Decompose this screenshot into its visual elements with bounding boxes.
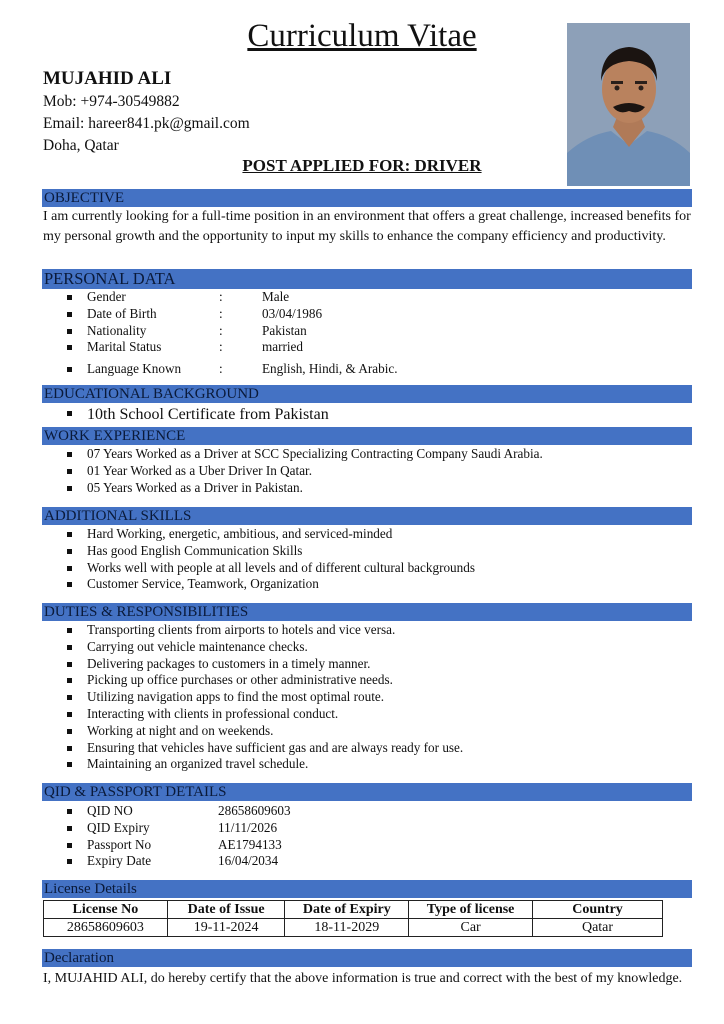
section-duties: DUTIES & RESPONSIBILITIES	[42, 603, 692, 621]
personal-data-list	[43, 289, 398, 378]
table-cell: Car	[409, 919, 533, 937]
section-education: EDUCATIONAL BACKGROUND	[42, 385, 692, 403]
table-cell: 28658609603	[44, 919, 168, 937]
list-item: Delivering packages to customers in a timely manner.	[43, 656, 463, 673]
separator: :	[219, 322, 223, 338]
column-header: License No	[44, 901, 168, 919]
field-label: Nationality	[87, 322, 147, 338]
list-item: Transporting clients from airports to hotels and vice versa.	[43, 622, 463, 639]
work-experience-list	[43, 446, 543, 496]
duties-list	[43, 622, 463, 773]
separator: :	[219, 305, 223, 321]
field-label: Passport No	[87, 836, 152, 852]
table-header-row	[44, 901, 663, 919]
candidate-name: MUJAHID ALI	[43, 68, 172, 89]
post-applied: POST APPLIED FOR: DRIVER	[242, 156, 482, 175]
list-item	[43, 339, 398, 356]
license-table	[43, 900, 663, 937]
list-item: Utilizing navigation apps to find the most optimal route.	[43, 689, 463, 706]
education-list	[43, 405, 329, 425]
table-cell: 19-11-2024	[167, 919, 285, 937]
field-value: 28658609603	[218, 803, 291, 818]
list-item: Carrying out vehicle maintenance checks.	[43, 639, 463, 656]
list-item	[43, 837, 291, 854]
field-label: Expiry Date	[87, 853, 152, 869]
field-label: Gender	[87, 289, 126, 304]
field-value: 11/11/2026	[218, 819, 278, 835]
list-item: Working at night and on weekends.	[43, 723, 463, 740]
qid-passport-list	[43, 803, 291, 870]
list-item: Works well with people at all levels and of different cultural backgrounds	[43, 560, 475, 577]
field-label: Marital Status	[87, 339, 162, 355]
table-row	[44, 919, 663, 937]
field-value: 16/04/2034	[218, 853, 279, 869]
column-header: Country	[533, 901, 663, 919]
column-header: Date of Issue	[167, 901, 285, 919]
skills-list	[43, 526, 475, 593]
list-item: 07 Years Worked as a Driver at SCC Specializing Contracting Company Saudi Arabia.	[43, 446, 543, 463]
list-item	[43, 361, 398, 378]
table-cell: 18-11-2029	[285, 919, 409, 937]
section-qid-passport: QID & PASSPORT DETAILS	[42, 783, 692, 801]
list-item: Interacting with clients in professional conduct.	[43, 706, 463, 723]
list-item: Hard Working, energetic, ambitious, and serviced-minded	[43, 526, 475, 543]
objective-text: I am currently looking for a full-time position in an environment that offers a great challenge, increased benefits for my personal growth and the opportunity to input my skills to enhance the company efficiency and productivity.	[43, 209, 691, 244]
list-item	[43, 803, 291, 820]
field-label: QID Expiry	[87, 819, 150, 835]
section-objective: OBJECTIVE	[42, 189, 692, 207]
list-item: 10th School Certificate from Pakistan	[43, 405, 329, 425]
list-item: Maintaining an organized travel schedule.	[43, 756, 463, 773]
section-declaration: Declaration	[42, 949, 692, 967]
section-additional-skills: ADDITIONAL SKILLS	[42, 507, 692, 525]
field-label: Language Known	[87, 361, 182, 377]
field-value: married	[262, 339, 304, 355]
field-value: Male	[262, 289, 290, 304]
mobile-number: Mob: +974-30549882	[43, 93, 180, 110]
list-item	[43, 820, 291, 837]
list-item: Ensuring that vehicles have sufficient gas and are always ready for use.	[43, 740, 463, 757]
document-title: Curriculum Vitae	[247, 18, 477, 54]
field-label: QID NO	[87, 803, 133, 818]
separator: :	[219, 361, 223, 377]
list-item: Customer Service, Teamwork, Organization	[43, 576, 475, 593]
section-license-details: License Details	[42, 880, 692, 898]
section-personal-data: PERSONAL DATA	[42, 269, 692, 289]
column-header: Date of Expiry	[285, 901, 409, 919]
email-address: Email: hareer841.pk@gmail.com	[43, 115, 250, 132]
separator: :	[219, 289, 223, 304]
table-cell: Qatar	[533, 919, 663, 937]
list-item: 01 Year Worked as a Uber Driver In Qatar.	[43, 463, 543, 480]
list-item	[43, 289, 398, 306]
section-work-experience: WORK EXPERIENCE	[42, 427, 692, 445]
declaration-text: I, MUJAHID ALI, do hereby certify that the above information is true and correct with the best of my knowledge.	[43, 971, 683, 986]
location: Doha, Qatar	[43, 137, 119, 154]
list-item: Picking up office purchases or other administrative needs.	[43, 672, 463, 689]
field-value: AE1794133	[218, 836, 282, 852]
list-item	[43, 306, 398, 323]
field-value: English, Hindi, & Arabic.	[262, 361, 398, 377]
list-item: Has good English Communication Skills	[43, 543, 475, 560]
list-item	[43, 323, 398, 340]
separator: :	[219, 339, 223, 355]
field-value: 03/04/1986	[262, 305, 323, 321]
list-item	[43, 853, 291, 870]
field-label: Date of Birth	[87, 305, 157, 321]
column-header: Type of license	[409, 901, 533, 919]
list-item: 05 Years Worked as a Driver in Pakistan.	[43, 480, 543, 497]
field-value: Pakistan	[262, 322, 307, 338]
